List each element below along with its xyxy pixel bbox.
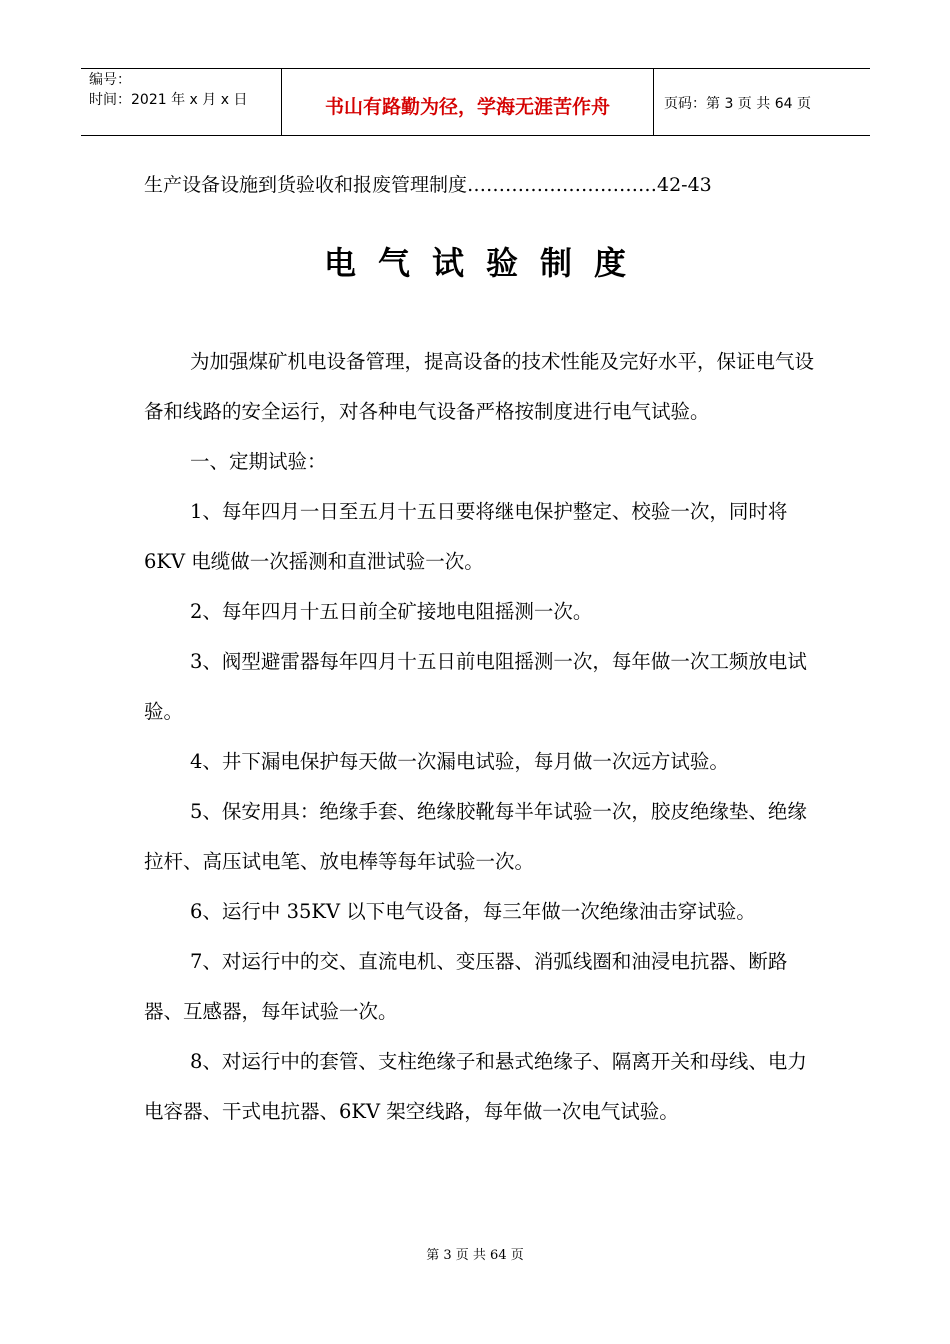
list-item: 6、运行中 35KV 以下电气设备，每三年做一次绝缘油击穿试验。	[190, 900, 756, 923]
toc-entry: 生产设备设施到货验收和报废管理制度…………………………42-43	[144, 174, 712, 196]
header-page-number: 页码：第 3 页 共 64 页	[664, 96, 811, 112]
header-motto-cell	[281, 69, 654, 135]
document-number: 编号：	[89, 72, 131, 88]
list-item: 3、阀型避雷器每年四月十五日前电阻摇测一次，每年做一次工频放电试验。	[144, 650, 807, 723]
list-item: 5、保安用具：绝缘手套、绝缘胶靴每半年试验一次，胶皮绝缘垫、绝缘拉杆、高压试电笔、放电棒等每年试验一次。	[144, 800, 807, 873]
header-page-cell	[654, 69, 870, 135]
list-item: 7、对运行中的交、直流电机、变压器、消弧线圈和油浸电抗器、断路器、互感器，每年试验一次。	[144, 950, 788, 1023]
list-item: 4、井下漏电保护每天做一次漏电试验，每月做一次远方试验。	[190, 750, 729, 773]
header-meta-cell	[81, 69, 281, 135]
document-title: 电气试验制度	[323, 244, 648, 282]
page-header	[81, 68, 870, 136]
document-date: 时间：2021 年 x 月 x 日	[89, 92, 248, 108]
paragraph-intro: 为加强煤矿机电设备管理，提高设备的技术性能及完好水平，保证电气设备和线路的安全运行，对各种电气设备严格按制度进行电气试验。	[144, 350, 815, 423]
body-content	[144, 337, 824, 1137]
motto-text: 书山有路勤为径，学海无涯苦作舟	[324, 96, 610, 118]
list-item: 1、每年四月一日至五月十五日要将继电保护整定、校验一次，同时将 6KV 电缆做一次摇测和直泄试验一次。	[144, 500, 788, 573]
page-footer: 第 3 页 共 64 页	[426, 1248, 524, 1263]
list-item: 8、对运行中的套管、支柱绝缘子和悬式绝缘子、隔离开关和母线、电力电容器、干式电抗器、6KV 架空线路，每年做一次电气试验。	[144, 1050, 807, 1123]
list-item: 2、每年四月十五日前全矿接地电阻摇测一次。	[190, 600, 593, 623]
section-heading: 一、定期试验：	[190, 450, 327, 473]
